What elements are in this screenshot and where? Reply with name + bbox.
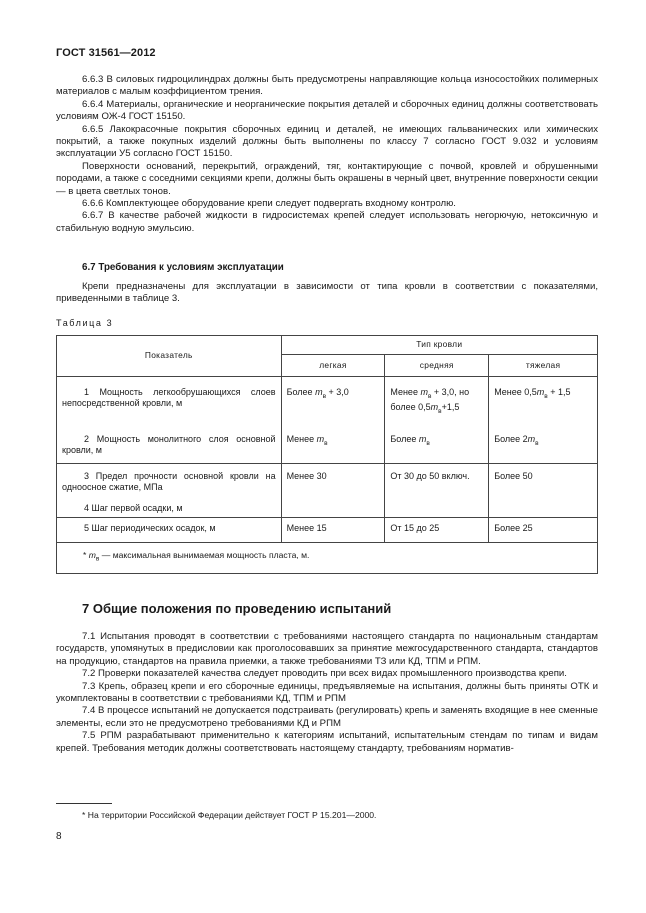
paragraph-surfaces: Поверхности оснований, перекрытий, ограждений, тяг, контактирующие с почвой, кровлей и обрушенными породами, а также с соседними секциями крепи, должны быть окрашены в черный цвет, внутренние поверхности секции — в цвета светлых тонов.: [56, 160, 598, 197]
table-row: [57, 426, 598, 464]
row1-heavy: Менее $0,5m_в + 1,5$: [489, 377, 598, 427]
subsection-title: 6.7 Требования к условиям эксплуатации: [82, 262, 284, 273]
row1-medium: Менее $m_в + 3,0$, но более $0,5m_в+1,5$: [385, 377, 489, 427]
paragraph-7-5: 7.5 РПМ разрабатывают применительно к категориям испытаний, испытательным стендам по типам и видам крепей. Требования методик должны соответствовать настоящему стандарту, требованиям норматив-: [56, 730, 598, 754]
table-row: [57, 377, 598, 427]
table-row: [57, 464, 598, 518]
section-7-text: [56, 631, 598, 755]
row5-light: Менее 15: [281, 517, 385, 542]
header-light: легкая: [281, 355, 385, 377]
paragraph-6-6-3: 6.6.3 В силовых гидроцилиндрах должны быть предусмотрены направляющие кольца износостойких полимерных материалов с малым коэффициентом трения.: [56, 74, 598, 98]
row5-indicator: 5 Шаг периодических осадок, м: [57, 517, 282, 542]
subsection-text: Крепи предназначены для эксплуатации в зависимости от типа кровли в соответствии с показателями, приведенными в таблице 3.: [56, 281, 598, 305]
table-row: [57, 517, 598, 542]
paragraph-6-6-4: 6.6.4 Материалы, органические и неорганические покрытия деталей и сборочных единиц должны соответствовать условиям ОЖ-4 ГОСТ 15150.: [56, 98, 598, 123]
row3-indicator: [57, 464, 282, 518]
paragraph-7-2: 7.2 Проверки показателей качества следует проводить при всех видах промышленного производства крепи.: [82, 668, 567, 680]
section-7-title: 7 Общие положения по проведению испытаний: [82, 601, 392, 616]
row2-medium: Более $m_в$: [385, 426, 489, 464]
header-roof-type: Тип кровли: [281, 336, 597, 355]
section-6-6-text: [56, 74, 598, 235]
table-note: * $m_в$ — максимальная вынимаемая мощность пласта, м.: [57, 542, 598, 573]
row3-indicator-text: 3 Предел прочности основной кровли на одноосное сжатие, МПа: [62, 471, 276, 493]
row1-indicator: 1 Мощность легкообрушающихся слоев непосредственной кровли, м: [57, 377, 282, 427]
paragraph-7-4: 7.4 В процессе испытаний не допускается подстраивать (регулировать) крепь и заменять входящие в нее сменные элементы, если это не предусмотрено требованиями КД и РПМ: [56, 705, 598, 729]
row2-light: Менее $m_в$: [281, 426, 385, 464]
paragraph-7-1: 7.1 Испытания проводят в соответствии с требованиями настоящего стандарта по национальным стандартам государств, упомянутых в предисловии как проголосовавших за принятие межгосударственного стандарта, стандартов на продукцию, стандартов на правила приемки, а также требованиями ТЗ или КД, ТПМ и РПМ.: [56, 631, 598, 667]
paragraph-7-3: 7.3 Крепь, образец крепи и его сборочные единицы, предъявляемые на испытания, должны быть приняты ОТК и укомплектованы в соответствии с требованиями КД, ТПМ и РПМ: [56, 680, 598, 705]
page-number: 8: [56, 831, 62, 842]
table-3: [56, 335, 598, 574]
table-caption: Таблица 3: [56, 318, 114, 328]
row3-medium: От 30 до 50 включ.: [385, 464, 489, 518]
subsection-text-block: [56, 281, 598, 306]
footnote: * На территории Российской Федерации действует ГОСТ Р 15.201—2000.: [82, 810, 377, 820]
row2-heavy: Более $2m_в$: [489, 426, 598, 464]
header-heavy: тяжелая: [489, 355, 598, 377]
row1-light: Более $m_в + 3,0$: [281, 377, 385, 427]
row3-heavy: Более 50: [489, 464, 598, 518]
header-medium: средняя: [385, 355, 489, 377]
row5-heavy: Более 25: [489, 517, 598, 542]
paragraph-6-6-6: 6.6.6 Комплектующее оборудование крепи следует подвергать входному контролю.: [82, 198, 456, 210]
header-indicator: Показатель: [57, 336, 282, 377]
footnote-divider: [56, 803, 112, 804]
paragraph-6-6-7: 6.6.7 В качестве рабочей жидкости в гидросистемах крепей следует использовать негорючую, нетоксичную и стабильную водную эмульсию.: [56, 210, 598, 234]
paragraph-6-6-5: 6.6.5 Лакокрасочные покрытия сборочных единиц и деталей, не имеющих гальванических или химических покрытий, а также покупных изделий должны быть выполнены по классу 7 согласно ГОСТ 9.032 и условиям эксплуатации У5 согласно ГОСТ 15150.: [56, 123, 598, 160]
row3-light: Менее 30: [281, 464, 385, 518]
document-header: ГОСТ 31561—2012: [56, 47, 156, 59]
row2-indicator: 2 Мощность монолитного слоя основной кровли, м: [57, 426, 282, 464]
row5-medium: От 15 до 25: [385, 517, 489, 542]
row4-indicator-text: 4 Шаг первой осадки, м: [84, 503, 183, 514]
